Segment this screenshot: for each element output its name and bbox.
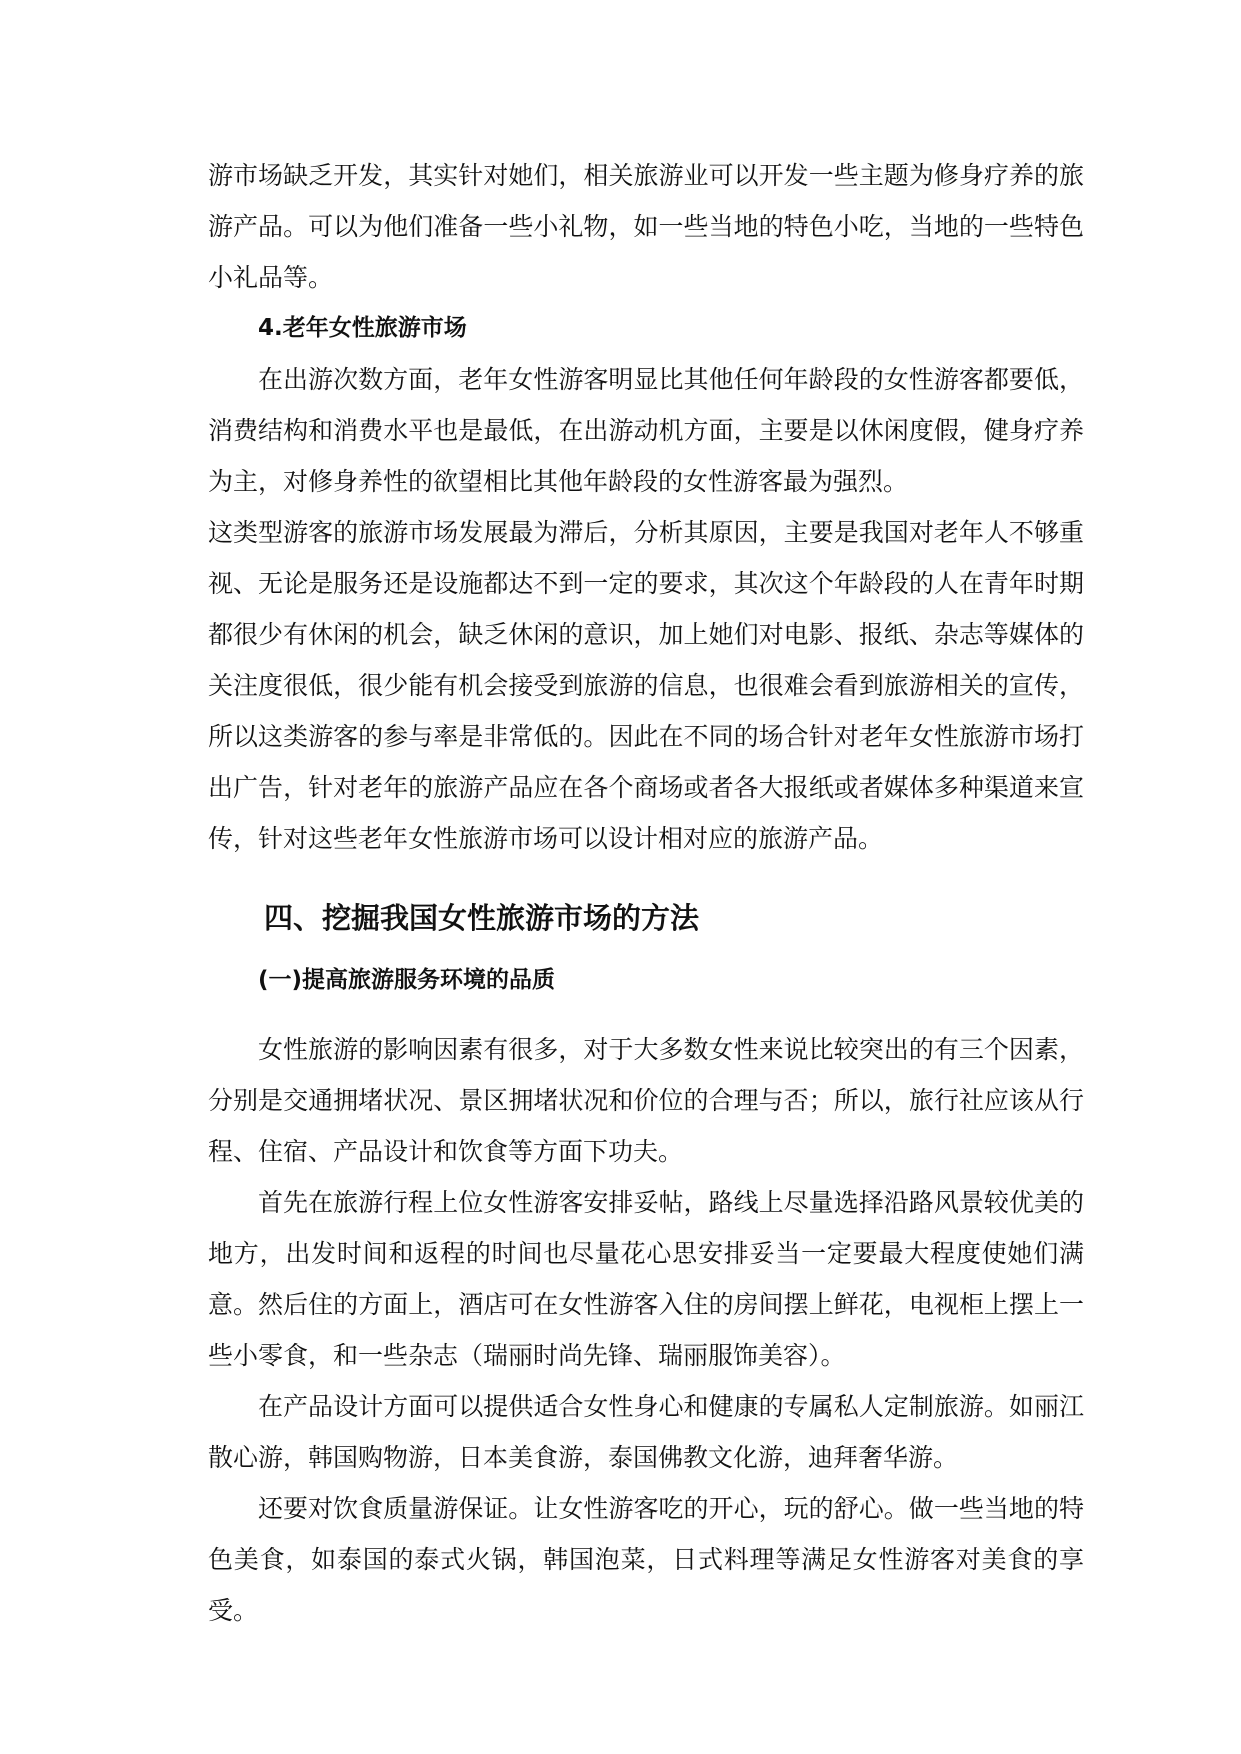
- subheading-elderly-market: 4.老年女性旅游市场: [258, 315, 467, 341]
- document-page: [208, 150, 1084, 1636]
- paragraph-factors: 女性旅游的影响因素有很多，对于大多数女性来说比较突出的有三个因素，分别是交通拥堵状况、景区拥堵状况和价位的合理与否；所以，旅行社应该从行程、住宿、产品设计和饮食等方面下功夫。: [208, 1035, 1084, 1166]
- paragraph-product-design: 在产品设计方面可以提供适合女性身心和健康的专属私人定制旅游。如丽江散心游，韩国购物游，日本美食游，泰国佛教文化游，迪拜奢华游。: [208, 1392, 1084, 1472]
- paragraph-food: 还要对饮食质量游保证。让女性游客吃的开心，玩的舒心。做一些当地的特色美食，如泰国的泰式火锅，韩国泡菜，日式料理等满足女性游客对美食的享受。: [208, 1494, 1084, 1625]
- paragraph-elderly-1: 在出游次数方面，老年女性游客明显比其他任何年龄段的女性游客都要低，消费结构和消费水平也是最低，在出游动机方面，主要是以休闲度假，健身疗养为主，对修身养性的欲望相比其他年龄段的女性游客最为强烈。: [208, 365, 1084, 496]
- section-title: 四、挖掘我国女性旅游市场的方法: [264, 901, 700, 935]
- paragraph-elderly-2: 这类型游客的旅游市场发展最为滞后，分析其原因，主要是我国对老年人不够重视、无论是服务还是设施都达不到一定的要求，其次这个年龄段的人在青年时期都很少有休闲的机会，缺乏休闲的意识，加上她们对电影、报纸、杂志等媒体的关注度很低，很少能有机会接受到旅游的信息，也很难会看到旅游相关的宣传，所以这类游客的参与率是非常低的。因此在不同的场合针对老年女性旅游市场打出广告，针对老年的旅游产品应在各个商场或者各大报纸或者媒体多种渠道来宣传，针对这些老年女性旅游市场可以设计相对应的旅游产品。: [208, 518, 1084, 853]
- subsection-title: (一)提高旅游服务环境的品质: [258, 967, 556, 993]
- paragraph-continuation: 游市场缺乏开发，其实针对她们，相关旅游业可以开发一些主题为修身疗养的旅游产品。可以为他们准备一些小礼物，如一些当地的特色小吃，当地的一些特色小礼品等。: [208, 161, 1084, 292]
- paragraph-itinerary: 首先在旅游行程上位女性游客安排妥帖，路线上尽量选择沿路风景较优美的地方，出发时间和返程的时间也尽量花心思安排妥当一定要最大程度使她们满意。然后住的方面上，酒店可在女性游客入住的房间摆上鲜花，电视柜上摆上一些小零食，和一些杂志（瑞丽时尚先锋、瑞丽服饰美容）。: [208, 1188, 1084, 1370]
